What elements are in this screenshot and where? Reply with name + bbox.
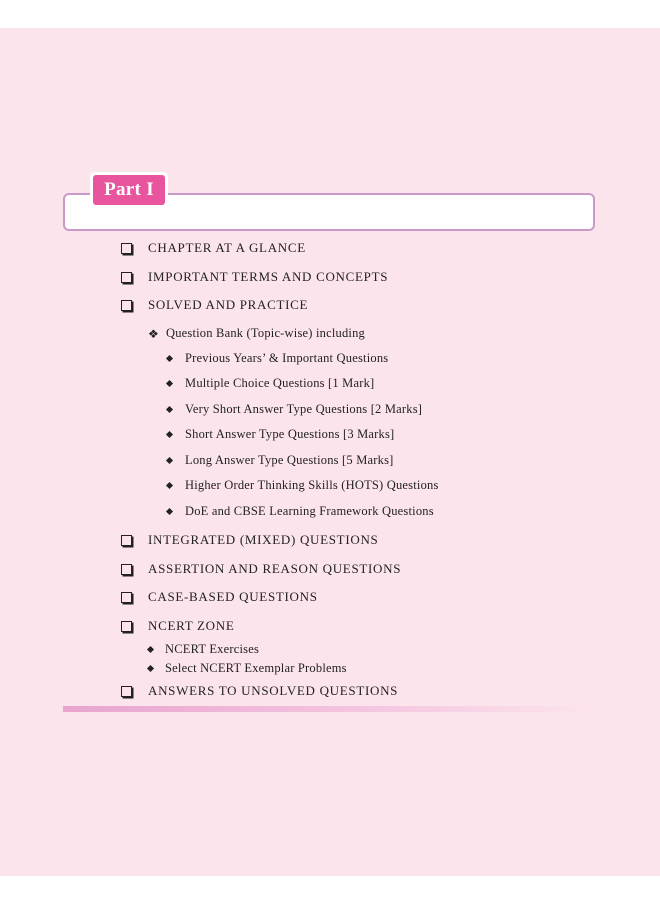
diamond-bullet-icon	[166, 355, 173, 362]
list-item	[167, 478, 439, 493]
diamond-bullet-icon	[166, 431, 173, 438]
diamond-bullet-icon	[147, 665, 154, 672]
diamond-bullet-icon	[166, 482, 173, 489]
list-item-label: Long Answer Type Questions [5 Marks]	[185, 453, 394, 467]
list-item-label: Short Answer Type Questions [3 Marks]	[185, 427, 395, 441]
diamond-bullet-icon	[166, 406, 173, 413]
checkbox-bullet-icon	[121, 243, 132, 254]
list-item-label: SOLVED AND PRACTICE	[148, 297, 309, 312]
list-item	[121, 269, 388, 285]
list-item	[121, 532, 378, 548]
list-item	[167, 427, 394, 442]
list-item-label: Previous Years’ & Important Questions	[185, 351, 389, 365]
list-item	[167, 376, 374, 391]
part-tab	[90, 172, 168, 208]
bottom-divider	[63, 706, 595, 712]
list-item-label: DoE and CBSE Learning Framework Questions	[185, 504, 434, 518]
checkbox-bullet-icon	[121, 535, 132, 546]
list-item-label: Very Short Answer Type Questions [2 Marks]	[185, 402, 423, 416]
checkbox-bullet-icon	[121, 564, 132, 575]
checkbox-bullet-icon	[121, 592, 132, 603]
list-item-label: CASE-BASED QUESTIONS	[148, 589, 318, 604]
list-item	[148, 661, 347, 676]
list-item	[121, 618, 235, 634]
checkbox-bullet-icon	[121, 272, 132, 283]
checkbox-bullet-icon	[121, 300, 132, 311]
list-item-label: ANSWERS TO UNSOLVED QUESTIONS	[148, 683, 399, 698]
list-item	[167, 504, 434, 519]
list-item	[121, 240, 306, 256]
list-item-label: Multiple Choice Questions [1 Mark]	[185, 376, 375, 390]
diamond-bullet-icon	[166, 457, 173, 464]
list-item	[167, 351, 388, 366]
four-point-star-bullet-icon: ❖	[148, 326, 159, 341]
part-label: Part I	[93, 175, 165, 205]
page-background	[0, 28, 660, 876]
list-item-label: INTEGRATED (MIXED) QUESTIONS	[148, 532, 379, 547]
list-item-label: Question Bank (Topic-wise) including	[165, 326, 365, 340]
list-item-label: CHAPTER AT A GLANCE	[148, 240, 306, 255]
list-item	[121, 589, 318, 605]
list-item	[121, 561, 401, 577]
list-item	[121, 297, 308, 313]
diamond-bullet-icon	[166, 508, 173, 515]
list-item-label: NCERT ZONE	[148, 618, 235, 633]
diamond-bullet-icon	[147, 646, 154, 653]
list-item	[148, 326, 365, 341]
list-item-label: NCERT Exercises	[165, 642, 260, 656]
checkbox-bullet-icon	[121, 686, 132, 697]
list-item-label: ASSERTION AND REASON QUESTIONS	[148, 561, 402, 576]
list-item	[121, 683, 398, 699]
list-item-label: Higher Order Thinking Skills (HOTS) Questions	[185, 478, 439, 492]
diamond-bullet-icon	[166, 380, 173, 387]
list-item	[148, 642, 259, 657]
list-item	[167, 402, 422, 417]
list-item	[167, 453, 394, 468]
checkbox-bullet-icon	[121, 621, 132, 632]
list-item-label: IMPORTANT TERMS AND CONCEPTS	[148, 269, 389, 284]
list-item-label: Select NCERT Exemplar Problems	[165, 661, 347, 675]
